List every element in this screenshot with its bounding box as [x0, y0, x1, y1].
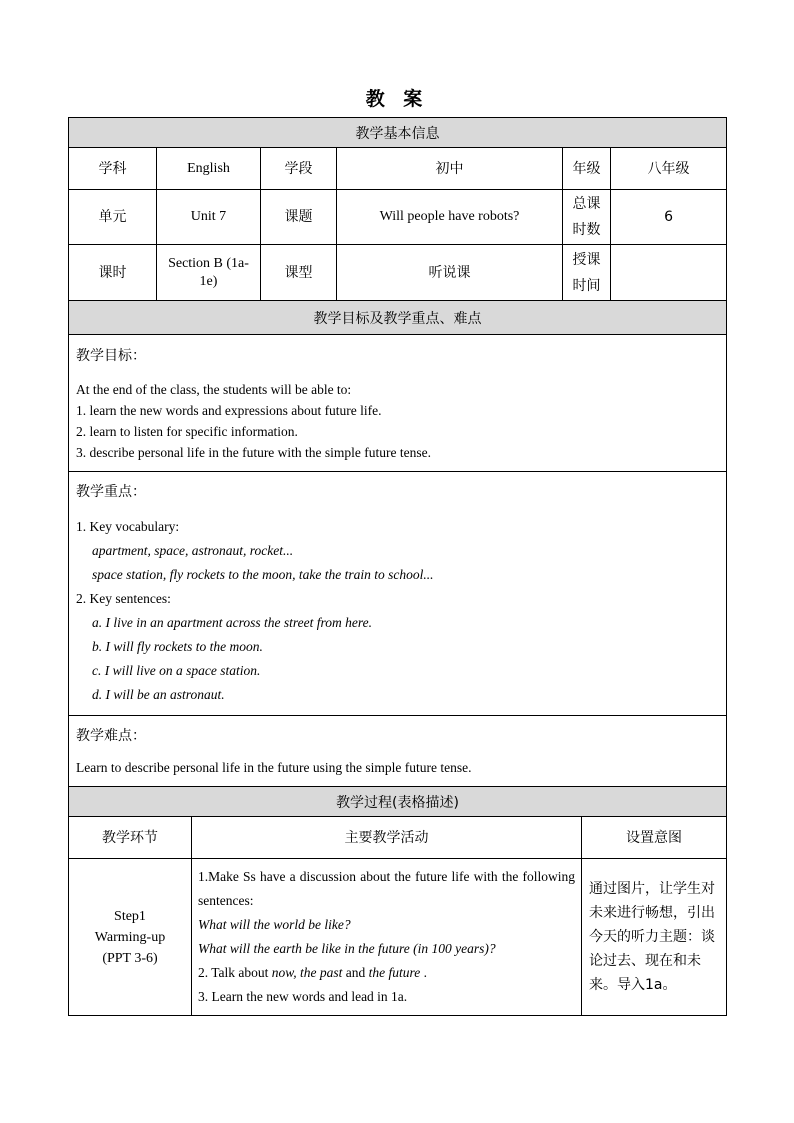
subject-value: English: [157, 148, 261, 190]
key-points-block: [69, 472, 727, 716]
basic-info-header: 教学基本信息: [69, 118, 727, 148]
topic-label: 课题: [261, 190, 337, 245]
step-name: Step1: [114, 908, 146, 924]
activity-2-part: now, the past: [271, 965, 343, 980]
process-col-stage: 教学环节: [69, 817, 192, 859]
total-hours-label: 总课时数: [563, 190, 611, 245]
activity-question: What will the world be like?: [198, 917, 351, 932]
activity-2: [198, 961, 575, 985]
topic-value: Will people have robots?: [337, 190, 563, 245]
key-sentence: d. I will be an astronaut.: [92, 687, 225, 702]
objectives-label: 教学目标：: [76, 347, 146, 364]
objectives-line: 3. describe personal life in the future with the simple future tense.: [76, 444, 432, 460]
difficulties-block: [69, 716, 727, 787]
activity-2-part: and: [342, 965, 369, 980]
key-sentence: a. I live in an apartment across the street from here.: [92, 615, 372, 630]
period-value: Section B (1a-1e): [157, 245, 261, 301]
period-label: 课时: [69, 245, 157, 301]
lesson-plan-sheet: [68, 117, 726, 1016]
activity-2-part: the future: [368, 965, 421, 980]
teaching-time-value: [611, 245, 727, 301]
vocab-line: space station, fly rockets to the moon, take the train to school...: [92, 567, 434, 582]
activity-question: What will the earth be like in the future (in 100 years)?: [198, 941, 496, 956]
objectives-block: [69, 335, 727, 472]
step1-cell: [69, 859, 192, 1016]
unit-value: Unit 7: [157, 190, 261, 245]
activity-1: 1.Make Ss have a discussion about the future life with the following sentences:: [198, 869, 575, 908]
process-col-intent: 设置意图: [582, 817, 727, 859]
key-sentence: b. I will fly rockets to the moon.: [92, 639, 263, 654]
difficulties-text: Learn to describe personal life in the future using the simple future tense.: [76, 760, 472, 775]
difficulties-label: 教学难点：: [76, 728, 146, 744]
process-header: 教学过程(表格描述): [69, 787, 727, 817]
lesson-type-value: 听说课: [337, 245, 563, 301]
unit-label: 单元: [69, 190, 157, 245]
key-points-label: 教学重点：: [76, 484, 146, 500]
step1-activities: [192, 859, 582, 1016]
basic-info-table: [68, 117, 727, 817]
activity-2-part: 2. Talk about: [198, 965, 272, 980]
process-col-activities: 主要教学活动: [192, 817, 582, 859]
step-stage: Warming-up: [94, 929, 166, 945]
key-sentence: c. I will live on a space station.: [92, 663, 261, 678]
objectives-line: 2. learn to listen for specific information.: [76, 423, 298, 439]
activity-3: 3. Learn the new words and lead in 1a.: [198, 989, 408, 1004]
process-table: [68, 816, 727, 1016]
subject-label: 学科: [69, 148, 157, 190]
school-stage-label: 学段: [261, 148, 337, 190]
lesson-type-label: 课型: [261, 245, 337, 301]
grade-label: 年级: [563, 148, 611, 190]
objectives-line: At the end of the class, the students will be able to:: [76, 381, 352, 397]
document-title: 教 案: [365, 88, 429, 110]
school-stage-value: 初中: [337, 148, 563, 190]
step-ppt: (PPT 3-6): [102, 950, 158, 966]
grade-value: 八年级: [611, 148, 727, 190]
vocab-line: apartment, space, astronaut, rocket...: [92, 543, 294, 558]
total-hours-value: 6: [611, 190, 727, 245]
objectives-header: 教学目标及教学重点、难点: [69, 301, 727, 335]
objectives-line: 1. learn the new words and expressions about future life.: [76, 402, 382, 418]
sentences-title: 2. Key sentences:: [76, 591, 171, 606]
step1-intent: 通过图片，让学生对未来进行畅想，引出今天的听力主题：谈论过去、现在和未来。导入1a。: [582, 859, 727, 1016]
activity-2-part: .: [420, 965, 428, 980]
vocab-title: 1. Key vocabulary:: [76, 519, 180, 534]
teaching-time-label: 授课时间: [563, 245, 611, 301]
